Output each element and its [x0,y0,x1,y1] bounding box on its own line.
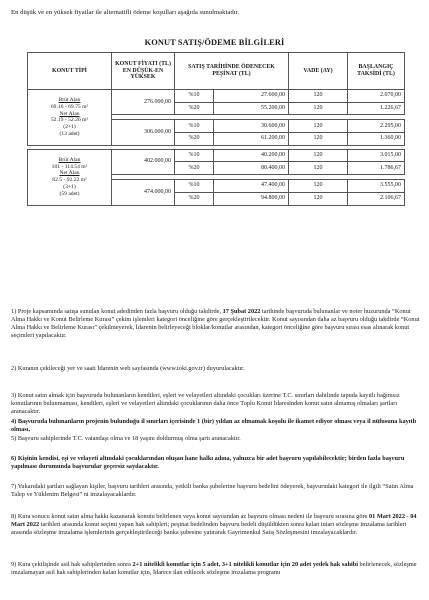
installment-cell: 1.786,67 [348,162,405,175]
header-term: VADE (AY) [289,53,348,90]
header-price: KONUT FİYATI (TL) EN DÜŞÜK-EN YÜKSEK [112,53,175,90]
down-pct-cell: %20 [175,192,214,205]
condition-9-reserves: 2+1 nitelikli konutlar için 5 adet, 3+1 nitelikli konutlar için 20 adet yedek hak sahibi [132,561,358,568]
term-cell: 120 [289,102,348,115]
unit-count: (13 adet) [59,130,80,137]
term-cell: 120 [289,180,348,193]
net-area: 52.19 - 52.26 m² [50,117,89,124]
down-pct-cell: %20 [175,133,214,146]
gross-area-label: Brüt Alan [58,97,81,104]
condition-8-text: 8) Kura sonucu konut satın alma hakkı kazanarak konutu belirlenen veya konut sayısından az başvuru olması nedeni ile başvuru sırasına göre [11,513,369,520]
net-area-label: Net Alan [59,170,80,177]
down-amount-cell: 40.200,00 [214,149,289,162]
down-amount-cell: 61.200,00 [214,133,289,146]
condition-1-text: 1) Proje kapsamında satışa sunulan konut adedinden fazla başvuru olduğu takdirde, [11,308,223,315]
condition-5: 5) Başvuru sahiplerinde T.C. vatandaşı olma ve 18 yaşını doldurmuş olma şartı aranacaktır. [11,435,241,442]
condition-1-text-cont: tarihinde başvuruda bulunanlar ve noter huzurunda “Konut Alma Hakkı ve Konut Belirleme Kurası” çekim işlemleri kategori önceliğine göre gerçekleştirilecektir. Konut sayısından daha az başvuru olduğu takdirde “Konut Alma Hakkı ve Belirleme Kurası” çekilmeyerek, İdarenin belirleyeceği bloklar/konutlar arasından, kategori önceliğine göre başvuru sırası esas alınarak konut seçimleri yapılacaktır. [11,308,420,340]
installment-cell: 3.015,00 [348,149,405,162]
condition-9-text-cont: belirlenecek, sözleşme imzalamayan asil hak sahiplerinden kalan konutlar için, İdarece ilan edilecek sözleşme imzalama programı [11,561,417,577]
price-cell: 402.000,00 [112,149,175,174]
installment-cell: 2.106,67 [348,192,405,205]
down-pct-cell: %20 [175,102,214,115]
unit-type-cell [28,149,112,205]
net-area-label: Net Alan [59,110,80,117]
term-cell: 120 [289,162,348,175]
term-cell: 120 [289,149,348,162]
down-pct-cell: %10 [175,120,214,133]
installment-cell: 1.226,67 [348,102,405,115]
table-header-row [28,53,405,90]
down-amount-cell: 80.400,00 [214,162,289,175]
price-cell: 306.000,00 [112,120,175,145]
down-pct-cell: %10 [175,180,214,193]
down-amount-cell: 27.600,00 [214,90,289,103]
installment-cell: 3.555,00 [348,180,405,193]
condition-9-text: 9) Kura çekilişinde asil hak sahiplerinden sonra [11,561,133,568]
gross-area-label: Brüt Alan [58,157,81,164]
down-pct-cell: %20 [175,162,214,175]
room-count: (2+1) [63,124,76,131]
installment-cell: 2.070,00 [348,90,405,103]
term-cell: 120 [289,192,348,205]
down-amount-cell: 30.600,00 [214,120,289,133]
down-pct-cell: %10 [175,149,214,162]
down-amount-cell: 55.200,00 [214,102,289,115]
condition-8-text-cont: tarihleri arasında konut seçimi yapan hak sahipleri; peşinat bedelinden başvuru bedeli düşüldükten sonra kalan tutarı sözleşme imzalama tarihleri arasında sözleşme imzalama işlemlerinin gerçekleştirileceği banka şubesine yatırarak Gayrimenkul Satış Sözleşmesini imzalayacaklardır. [11,521,407,537]
unit-type-cell [28,90,112,146]
down-amount-cell: 94.800,00 [214,192,289,205]
condition-4-text: 4) Başvuruda bulunanların projenin bulunduğu il sınırları içerisinde 1 (bir) yıldan az olmamak koşulu ile ikamet ediyor olması veya il nüfusuna kayıtlı olması, [11,418,417,434]
condition-8 [11,513,421,537]
table-row [28,149,405,162]
term-cell: 120 [289,120,348,133]
down-pct-cell: %10 [175,90,214,103]
term-cell: 120 [289,133,348,146]
condition-6 [11,455,421,471]
condition-6-text: 6) Kişinin kendisi, eşi ve velayeti altındaki çocuklarından oluşan hane halkı adına, yalnızca bir adet başvuru yapılabilecektir; birden fazla başvuru yapılması durumunda başvurular geçersiz sayılacaktır. [11,455,405,471]
header-type: KONUT TİPİ [28,53,112,90]
condition-9 [11,561,421,577]
condition-8-dates: 01 Mart 2022 - 04 Mart 2022 [11,513,417,529]
condition-1-date: 17 Şubat 2022 [222,308,261,315]
condition-4 [11,418,421,434]
gross-area: 69.16 - 69.75 m² [50,103,89,110]
condition-7: 7) Yukarıdaki şartları sağlayan kişiler, başvuru tarihleri arasında, yetkili banka şubelerine başvuru bedelini ödeyerek, başvurudaki kategori ile ilgili “Satın Alma Talep ve Yüklenim Belgesi” ni imzalayacaklardır. [11,483,414,499]
condition-1 [11,308,421,340]
condition-3: 3) Konut satın almak için başvuruda bulunanların kendileri, eşleri ve velayetleri altındaki çocukları üzerine T.C. sınırları dahilinde tapuda kayıtlı bağımsız konutlarının bulunmaması, kendileri, eşleri ve velayetleri altındaki çocuklarının daha önce Toplu Konut İdaresinden konut satın almamış olmaları şartları aranacaktır. [11,392,400,416]
table-title: KONUT SATIŞ/ÖDEME BİLGİLERİ [144,38,285,47]
header-installment: BAŞLANGIÇ TAKSİDİ (TL) [348,53,405,90]
header-down-payment: SATIŞ TARİHİNDE ÖDENECEK PEŞİNAT (TL) [175,53,289,90]
net-area: 82.5 - 92.22 m² [52,177,87,184]
unit-count: (59 adet) [59,190,80,197]
gross-area: 101 - 114.54 m² [51,163,88,170]
installment-cell: 2.295,00 [348,120,405,133]
installment-cell: 1.360,00 [348,133,405,146]
condition-2: 2) Kuranın çekileceği yer ve saati İdarenin web sayfasında (www.toki.gov.tr) duyurulacaktır. [11,365,245,372]
room-count: (3+1) [63,183,76,190]
price-cell: 276.000,00 [112,90,175,115]
table-row [28,90,405,103]
down-amount-cell: 47.400,00 [214,180,289,193]
intro-text: En düşük ve en yüksek fiyatlar ile alternatifli ödeme koşulları aşağıda sunulmaktadır. [11,9,240,16]
price-cell: 474.000,00 [112,180,175,205]
term-cell: 120 [289,90,348,103]
sales-payment-table [27,52,405,206]
